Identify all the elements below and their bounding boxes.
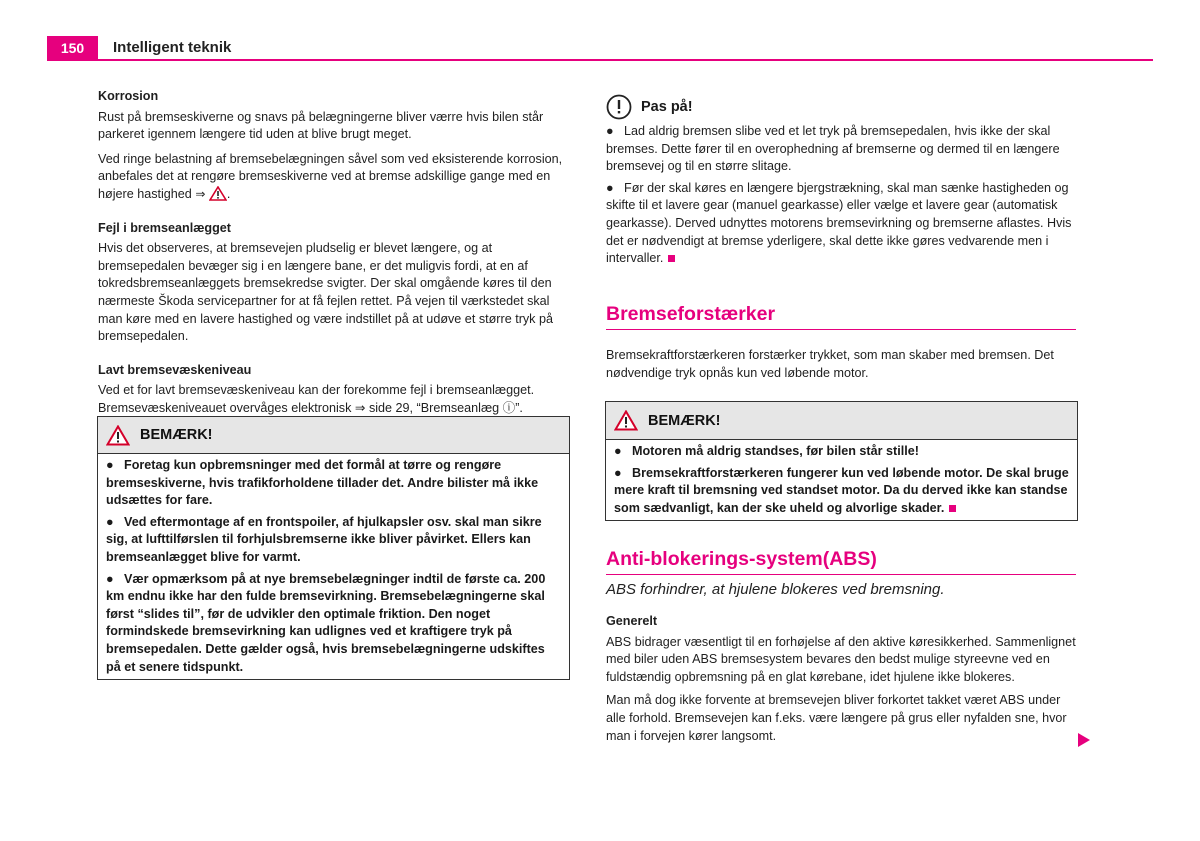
bullet-icon: ● [106,571,114,586]
pas-paa-item-text: Lad aldrig bremsen slibe ved et let tryk på bremsepedalen, hvis ikke der skal bremses. Dette fører til en overophedning af bremserne og dermed til en længere bremsevej og til en større slitage. [606,124,1060,174]
fejl-heading: Fejl i bremseanlægget [98,220,231,235]
pas-paa-body [606,123,1076,268]
pas-paa-header [606,93,1076,121]
korrosion-paragraph-2-text: Ved ringe belastning af bremsebelægningen såvel som ved eksisterende korrosion, anbefales det at rengøre bremseskiverne ved at bremse adskillige gange med en højere hastighed [98,151,563,201]
bemaerk-item-text: Vær opmærksom på at nye bremsebelægninger indtil de første ca. 200 km endnu ikke har den fulde bremsevirkning. Bremsebelægningerne skal først “slides til”, før de udvikler den optimale friktion. Den noget formindskede bremsevirkning kan udlignes ved et kraftigere tryk på bremsepedalen. Dette gælder også, hvis bremsebelægningerne udskiftes på et senere tidspunkt. [106,571,546,674]
bremseforstaerker-paragraph: Bremsekraftforstærkeren forstærker trykket, som man skaber med bremsen. Det nødvendige tryk opnås kun ved løbende motor. [606,348,1054,380]
bullet-icon: ● [606,124,614,138]
arrow-icon: ⇒ [195,186,206,201]
bemaerk-item-text: Foretag kun opbremsninger med det formål at tørre og rengøre bremseskiverne, hvis trafikforholdene tillader det. Andre bilister må ikke udsættes for fare. [106,458,539,508]
bemaerk-item-text: Ved eftermontage af en frontspoiler, af hjulkapsler osv. skal man sikre sig, at lufttilførslen til forhjulsbremserne ikke bliver påvirket. Ellers kan bremseanlægget blive for varmt. [106,514,542,564]
bemaerk-item [614,443,1069,461]
bremseforstaerker-heading: Bremseforstærker [606,303,1076,330]
bemaerk-item-text: Motoren må aldrig standses, før bilen står stille! [632,444,919,458]
warning-triangle-icon [106,425,130,446]
generelt-heading: Generelt [606,614,658,628]
bemaerk-body [606,440,1077,520]
bemaerk-item [614,465,1069,518]
bullet-icon: ● [106,458,114,472]
korrosion-paragraph-1: Rust på bremseskiverne og snavs på belægningerne bliver værre hvis bilen står parkeret igennem længere tid uden at blive brugt meget. [98,109,544,142]
warning-triangle-icon [209,186,227,201]
lavt-paragraph: Ved et for lavt bremsevæskeniveau kan der forekomme fejl i bremseanlægget. Bremsevæskeniveauet overvåges elektronisk ⇒ side 29, “Bremseanlæg ⓘ”. [98,383,535,415]
bemaerk-body [98,454,569,679]
bemaerk-item [106,571,561,677]
korrosion-paragraph-2-end: . [226,186,231,201]
header-rule [47,59,1153,61]
bemaerk-header [98,417,569,454]
caution-circle-icon [606,94,632,120]
left-column [98,88,568,418]
fejl-paragraph: Hvis det observeres, at bremsevejen pludselig er blevet længere, og at bremsepedalen bevæger sig i en længere bane, er det muligvis fordi, at en af tokredsbremseanlæggets bremsekredse svigter. Der skal omgående køres til den nærmeste Škoda servicepartner for at få fejlen rettet. På vejen til værkstedet skal man køre med en lavere hastighed og være indstillet på at udøve et større tryk på bremsepedalen. [98,241,553,344]
abs-paragraph-2: Man må dog ikke forvente at bremsevejen bliver forkortet takket været ABS under alle forhold. Bremsevejen kan f.eks. være længere på grus eller nyfalden sne, hvor man i forvejen kører langsomt. [606,693,1067,743]
page-number: 150 [47,36,98,60]
lavt-heading: Lavt bremsevæskeniveau [98,362,252,377]
pas-paa-title: Pas på! [641,99,693,115]
pas-paa-item-text: Før der skal køres en længere bjergstrækning, skal man sænke hastigheden og skifte til et lavere gear (manuel gearkasse) eller vælge et lavere gear (automatisk gearkasse). Derved udnyttes motorens bremsevirkning og bremserne aflastes. Hvis det er nødvendigt at bremse yderligere, skal dette ikke gøres vedvarende men i intervaller. [606,180,1072,266]
bemaerk-title: BEMÆRK! [648,412,721,429]
bemaerk-header [606,402,1077,440]
bemaerk-item [106,514,561,567]
korrosion-heading: Korrosion [98,89,159,103]
pas-paa-section [606,93,1076,268]
bemaerk-box-left [97,416,570,680]
abs-subtitle: ABS forhindrer, at hjulene blokeres ved bremsning. [606,581,945,598]
abs-body [606,613,1076,745]
abs-heading: Anti-blokerings-system(ABS) [606,548,1076,575]
pas-paa-item [606,123,1076,176]
bullet-icon: ● [106,514,114,529]
korrosion-paragraph-2 [98,151,568,204]
bemaerk-item [106,457,561,510]
abs-paragraph-1: ABS bidrager væsentligt til en forhøjelse af den aktive køresikkerhed. Sammenlignet med biler uden ABS bremsesystem bevares den bedst mulige styreevne ved en fuldstændig opbremsning på en glat kørebane, idet hjulene ikke blokeres. [606,634,1076,684]
end-marker-icon [949,505,956,512]
end-marker-icon [668,255,675,262]
warning-triangle-icon [614,410,638,431]
bullet-icon: ● [614,444,622,458]
bullet-icon: ● [614,465,622,480]
page-title: Intelligent teknik [113,39,232,56]
pas-paa-item [606,180,1076,268]
bemaerk-title: BEMÆRK! [140,427,213,443]
bemaerk-box-right [605,401,1078,521]
bullet-icon: ● [606,180,614,195]
bemaerk-item-text: Bremsekraftforstærkeren fungerer kun ved løbende motor. De skal bruge mere kraft til bremsning ved standset motor. Da du derved ikke kan standse som sædvanligt, kan der ske uheld og alvorlige skader. [614,465,1069,515]
next-page-arrow-icon[interactable] [1077,732,1091,748]
